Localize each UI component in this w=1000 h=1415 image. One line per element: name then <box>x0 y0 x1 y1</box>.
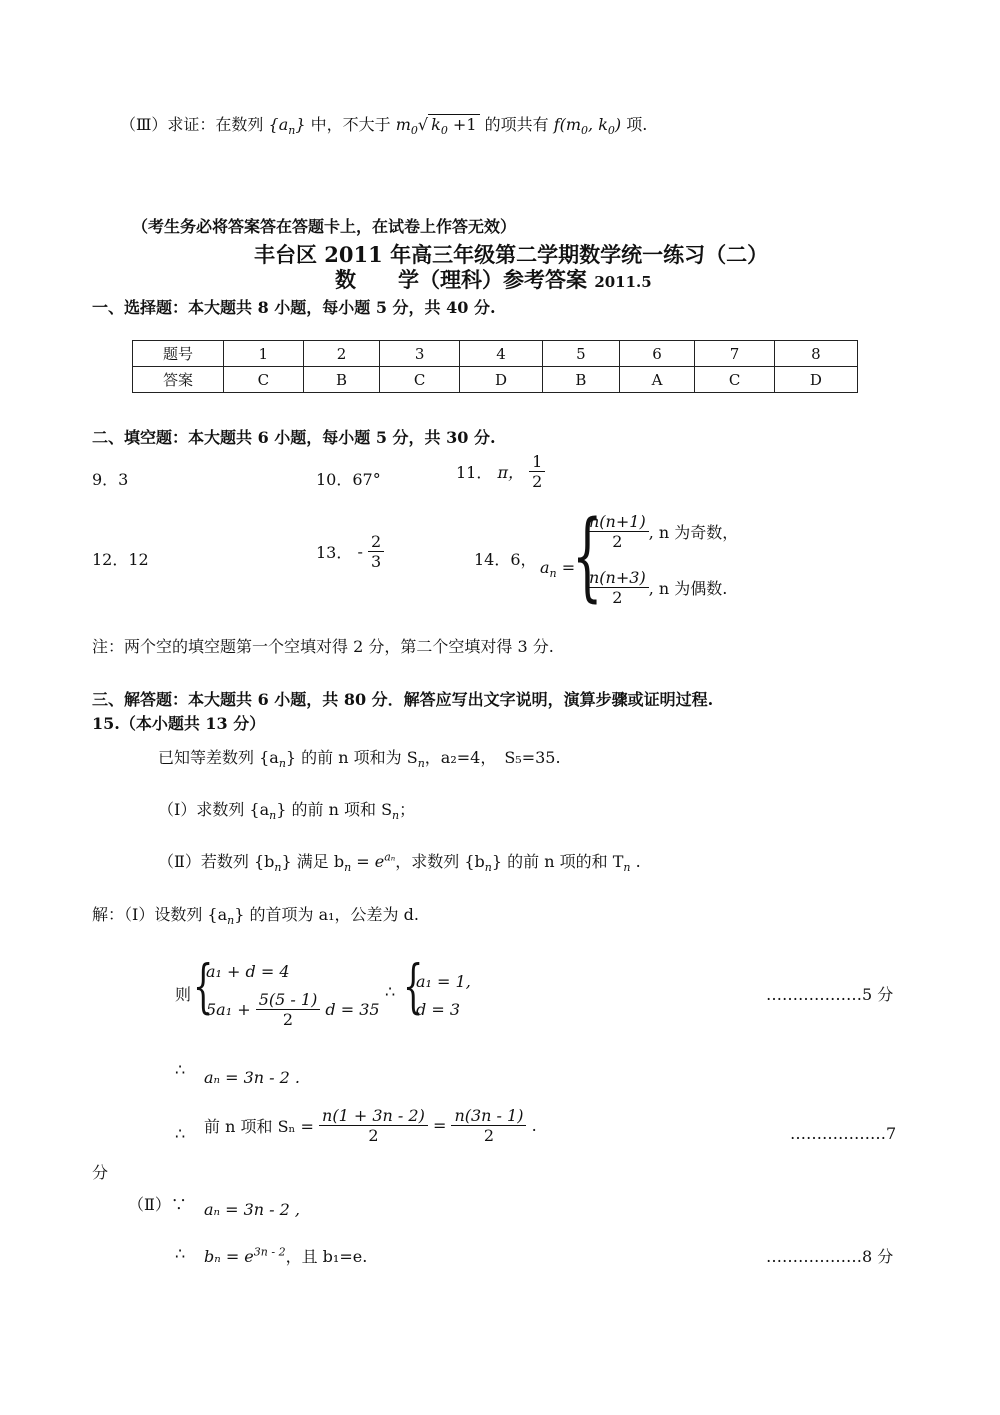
page-title: 丰台区 2011 年高三年级第二学期数学统一练习（二） <box>254 242 769 267</box>
fraction: $\frac{n(3n - 1)}{2}$ <box>451 1106 526 1145</box>
q3-mid: 中，不大于 <box>310 115 391 134</box>
date-label: 2011.5 <box>594 273 652 291</box>
table-cell: D <box>774 367 857 393</box>
q3-suffix: 项. <box>626 115 648 134</box>
answer-12: 12．12 <box>92 550 149 569</box>
row-label: 答案 <box>133 367 224 393</box>
fraction: $\frac{n(n+3)}{2}$ <box>586 568 649 607</box>
therefore-symbol: ∴ <box>175 1060 186 1079</box>
table-row <box>133 341 858 367</box>
table-cell: D <box>459 367 542 393</box>
therefore-symbol: ∴ <box>175 1244 186 1263</box>
table-cell: C <box>380 367 460 393</box>
q15-part2: （Ⅱ）若数列 $\{b_n\}$ 满足 $b_n = e^{a_n}$，求数列 $\{b_n\}$ 的前 n 项的和 $T_n$ . <box>158 850 641 875</box>
answer-9: 9．3 <box>92 470 129 489</box>
answer-14-case2: $\frac{n(n+3)}{2}$ , n 为偶数. <box>586 568 727 607</box>
section2-heading: 二、填空题：本大题共 6 小题，每小题 5 分，共 30 分. <box>92 428 496 447</box>
fraction: $\frac{n(n+1)}{2}$ <box>586 512 649 551</box>
section3-heading: 三、解答题：本大题共 6 小题，共 80 分．解答应写出文字说明，演算步骤或证明过程. <box>92 690 714 709</box>
system1-eq1: a₁ + d = 4 <box>206 962 290 981</box>
q15-given: 已知等差数列 $\{a_n\}$ 的前 n 项和为 $S_n$，a₂=4， S₅=35. <box>158 748 561 771</box>
answer-14-an: $a_n$ = <box>540 558 576 581</box>
fraction: $\frac{1}{2}$ <box>529 452 545 491</box>
table-cell: A <box>619 367 695 393</box>
sn-formula: 前 n 项和 Sₙ = $\frac{n(1 + 3n - 2)}{2}$ = $\frac{n(3n - 1)}{2}$ . <box>204 1106 537 1145</box>
score-7-unit: 分 <box>92 1163 109 1182</box>
q3-bound: $m_0√$ $k_0 +1$ <box>396 115 480 134</box>
q15-part1: （Ⅰ）求数列 $\{a_n\}$ 的前 n 项和 $S_n$； <box>158 800 416 823</box>
part2-because: （Ⅱ）∵ <box>128 1195 187 1214</box>
page-subtitle: 数 学（理科）参考答案 2011.5 <box>335 267 652 292</box>
table-cell: 2 <box>303 341 380 367</box>
fraction: $\frac{n(1 + 3n - 2)}{2}$ <box>319 1106 428 1145</box>
system2-eq1: a₁ = 1, <box>416 972 471 991</box>
system2-eq2: d = 3 <box>416 1000 460 1019</box>
system1-eq2: 5a₁ + $\frac{5(5 - 1)}{2}$ d = 35 <box>206 990 380 1029</box>
brace-symbol: { <box>193 952 214 1020</box>
table-row <box>133 367 858 393</box>
table-cell: B <box>543 367 620 393</box>
brace-symbol: { <box>572 500 603 612</box>
table-cell: 1 <box>224 341 304 367</box>
exam-notice: （考生务必将答案答在答题卡上，在试卷上作答无效） <box>132 217 517 236</box>
therefore-symbol: ∴ <box>385 982 396 1001</box>
table-cell: B <box>303 367 380 393</box>
table-cell: 7 <box>695 341 775 367</box>
answer-14-case1: $\frac{n(n+1)}{2}$ , n 为奇数， <box>586 512 738 551</box>
table-cell: 4 <box>459 341 542 367</box>
part2-an: aₙ = 3n - 2 , <box>204 1200 301 1219</box>
answer-14-label: 14．6， <box>474 550 537 569</box>
q3-seq: $\{a_n\}$ <box>268 115 306 138</box>
an-formula: aₙ = 3n - 2 . <box>204 1068 301 1087</box>
row-label: 题号 <box>133 341 224 367</box>
answer-11: 11． π， $\frac{1}{2}$ <box>456 452 545 491</box>
q3-mid2: 的项共有 <box>484 115 549 134</box>
bn-formula: $b_n = e^{3n - 2}$，且 b₁=e. <box>204 1245 368 1266</box>
table-cell: C <box>224 367 304 393</box>
brace-symbol: { <box>403 952 424 1020</box>
table-cell: 6 <box>619 341 695 367</box>
q15-title: 15.（本小题共 13 分） <box>92 714 266 733</box>
score-5: ………………5 分 <box>766 985 894 1004</box>
solution-intro: 解：（Ⅰ）设数列 $\{a_n\}$ 的首项为 a₁，公差为 d. <box>92 905 419 928</box>
answer-13: 13． - $\frac{2}{3}$ <box>316 532 384 571</box>
table-cell: 5 <box>543 341 620 367</box>
answer-table <box>132 340 858 393</box>
table-cell: C <box>695 367 775 393</box>
score-8: ………………8 分 <box>766 1247 894 1266</box>
therefore-symbol: ∴ <box>175 1124 186 1143</box>
score-7: ………………7 <box>790 1124 897 1143</box>
section1-heading: 一、选择题：本大题共 8 小题，每小题 5 分，共 40 分. <box>92 298 496 317</box>
fraction: $\frac{5(5 - 1)}{2}$ <box>256 990 321 1029</box>
q3-prefix: （Ⅲ）求证：在数列 <box>120 115 264 134</box>
q3-statement <box>120 112 647 137</box>
table-cell: 8 <box>774 341 857 367</box>
q3-f-expr: $f(m_0$, $k_0$) <box>553 115 622 138</box>
answer-10: 10．67° <box>316 470 381 489</box>
table-cell: 3 <box>380 341 460 367</box>
then-label: 则 <box>175 985 192 1004</box>
fill-blank-note: 注：两个空的填空题第一个空填对得 2 分，第二个空填对得 3 分. <box>92 637 554 656</box>
fraction: $\frac{2}{3}$ <box>368 532 384 571</box>
